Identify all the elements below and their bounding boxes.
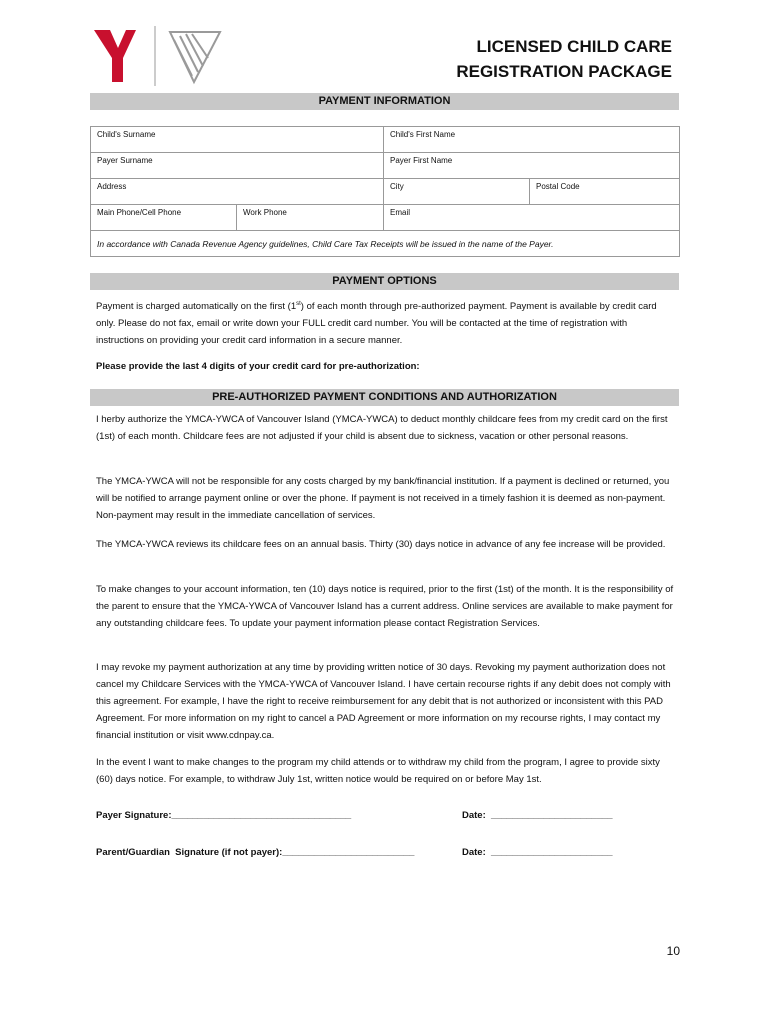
city-field[interactable] [384, 179, 530, 205]
childs-first-name-label: Child's First Name [390, 130, 456, 139]
pad-paragraph-6: In the event I want to make changes to the program my child attends or to withdraw my child from the program, I agree to provide sixty (60) days notice. For example, to withdraw July 1st, written notice would be required on or before May 1st. [96, 757, 660, 785]
title-line-2: REGISTRATION PACKAGE [456, 62, 672, 81]
payer-first-name-label: Payer First Name [390, 156, 453, 165]
payer-surname-field[interactable] [91, 153, 384, 179]
credit-card-digits-instruction: Please provide the last 4 digits of your credit card for pre-authorization: [96, 361, 420, 372]
pad-paragraph-4: To make changes to your account information, ten (10) days notice is required, prior to the first (1st) of the month. It is the responsibility of the parent to ensure that the YMCA-YWCA of Vancouver Island has a current address. Online services are available to make payment for any outstanding childcare fees. To update your payment information please contact Registration Services. [96, 584, 674, 629]
address-label: Address [97, 182, 127, 191]
city-label: City [390, 182, 404, 191]
ymca-logo [90, 24, 230, 88]
ymca-y-mark-icon [94, 30, 136, 82]
payment-options-text [96, 296, 676, 349]
payment-options-text-part1: Payment is charged automatically on the first (1 [96, 301, 297, 313]
payment-options-text-part2: ) of each month through pre-authorized payment. Payment is available by credit card only. Please do not fax, email or write down your FULL credit card number. You will be contacted at the time of registration with instructions on providing your credit card information in a secure manner. [96, 301, 657, 347]
payment-options-heading: PAYMENT OPTIONS [90, 273, 679, 290]
address-field[interactable] [91, 179, 384, 205]
childs-surname-field[interactable] [91, 127, 384, 153]
document-title [456, 34, 672, 84]
payment-options-superscript: st [296, 301, 301, 307]
work-phone-field[interactable] [237, 205, 384, 231]
pad-paragraph-5: I may revoke my payment authorization at any time by providing written notice of 30 days. Revoking my payment authorization does not cancel my Childcare Services with the YMCA-YWCA of Vancouver Island. I have certain recourse rights if any debit does not comply with this agreement. For example, I have the right to receive reimbursement for any debit that is not authorized or inconsistent with this PAD Agreement. For more information on my right to cancel a PAD Agreement or more information on my recourse rights, I may contact my financial institution or visit www.cdnpay.ca. [96, 662, 671, 741]
ywca-mark-icon [170, 32, 220, 82]
pad-paragraph-1: I herby authorize the YMCA-YWCA of Vancouver Island (YMCA-YWCA) to deduct monthly childcare fees from my credit card on the first (1st) of each month. Childcare fees are not adjusted if your child is absent due to sickness, vacation or other personal reasons. [96, 414, 668, 442]
title-line-1: LICENSED CHILD CARE [476, 37, 672, 56]
pad-conditions-heading: PRE-AUTHORIZED PAYMENT CONDITIONS AND AUTHORIZATION [90, 389, 679, 406]
tax-receipt-note: In accordance with Canada Revenue Agency guidelines, Child Care Tax Receipts will be issued in the name of the Payer. [91, 231, 680, 257]
guardian-signature-line[interactable]: Parent/Guardian Signature (if not payer):_________________________ [96, 847, 415, 858]
childs-first-name-field[interactable] [384, 127, 680, 153]
email-label: Email [390, 208, 411, 217]
payer-signature-line[interactable]: Payer Signature:__________________________________ [96, 810, 352, 821]
main-phone-label: Main Phone/Cell Phone [97, 208, 182, 217]
work-phone-label: Work Phone [243, 208, 287, 217]
pad-paragraph-2: The YMCA-YWCA will not be responsible for any costs charged by my bank/financial institution. If a payment is declined or returned, you will be notified to arrange payment online or over the phone. If payment is not received in a timely fashion it is deemed as non-payment. Non-payment may result in the immediate cancellation of services. [96, 476, 670, 521]
payer-surname-label: Payer Surname [97, 156, 153, 165]
payment-information-heading: PAYMENT INFORMATION [90, 93, 679, 110]
postal-code-label: Postal Code [536, 182, 580, 191]
pad-paragraph-3: The YMCA-YWCA reviews its childcare fees on an annual basis. Thirty (30) days notice in advance of any fee increase will be provided. [96, 539, 666, 550]
email-field[interactable] [384, 205, 680, 231]
guardian-date-line[interactable]: Date: _______________________ [462, 847, 613, 858]
payer-first-name-field[interactable] [384, 153, 680, 179]
postal-code-field[interactable] [530, 179, 680, 205]
page-number: 10 [666, 944, 680, 958]
payment-information-form [90, 126, 680, 257]
main-phone-field[interactable] [91, 205, 237, 231]
childs-surname-label: Child's Surname [97, 130, 156, 139]
payer-date-line[interactable]: Date: _______________________ [462, 810, 613, 821]
